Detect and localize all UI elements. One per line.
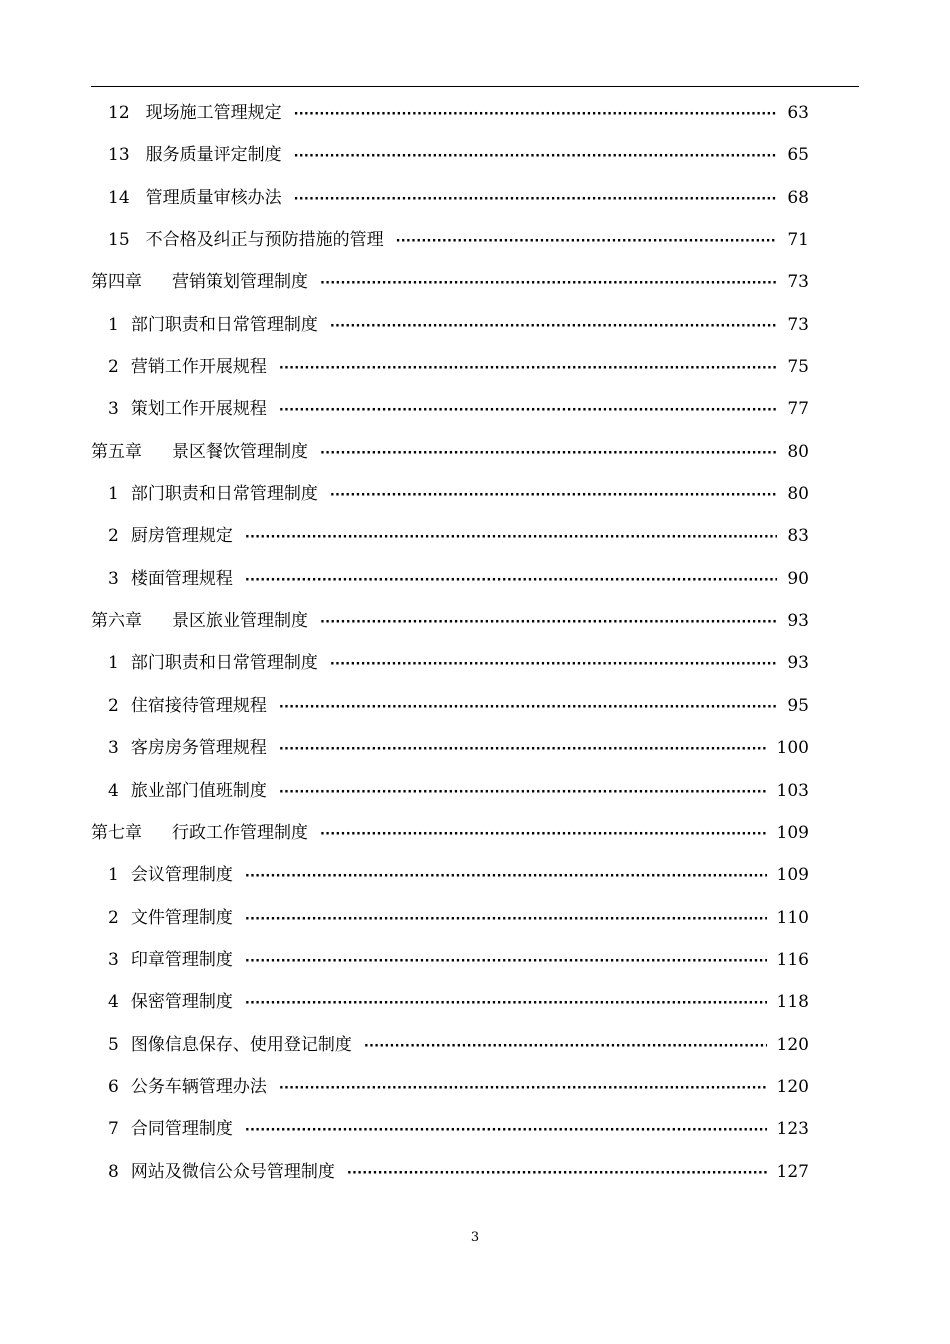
toc-dot-leader: [245, 981, 767, 1023]
toc-page-number: 80: [787, 441, 809, 462]
toc-section-row[interactable]: [0, 981, 950, 1023]
toc-entry-label: [108, 1108, 233, 1150]
toc-entry-label: [91, 261, 308, 303]
toc-page-number: 109: [776, 865, 809, 886]
toc-entry-label: [108, 473, 318, 515]
toc-entry-title: 网站及微信公众号管理制度: [130, 1161, 335, 1182]
toc-dot-leader: [279, 1066, 767, 1108]
toc-entry-label: [108, 558, 233, 600]
toc-chapter-number: 第五章: [91, 441, 142, 462]
toc-dot-leader: [330, 473, 778, 515]
toc-section-row[interactable]: [0, 515, 950, 557]
toc-chapter-row[interactable]: [0, 261, 950, 303]
toc-dot-leader: [279, 727, 767, 769]
toc-entry-label: [108, 304, 318, 346]
toc-section-row[interactable]: [0, 1108, 950, 1150]
toc-section-row[interactable]: [0, 939, 950, 981]
toc-dot-leader: [396, 219, 778, 261]
toc-section-row[interactable]: [0, 727, 950, 769]
toc-entry-label: [108, 727, 267, 769]
toc-dot-leader: [320, 600, 777, 642]
toc-dot-leader: [279, 346, 778, 388]
toc-section-row[interactable]: [0, 854, 950, 896]
toc-section-row[interactable]: [0, 558, 950, 600]
toc-dot-leader: [245, 939, 767, 981]
toc-page-number: 93: [787, 653, 809, 674]
toc-section-number: 2: [108, 357, 119, 378]
toc-section-row[interactable]: [0, 642, 950, 684]
toc-dot-leader: [320, 812, 767, 854]
toc-dot-leader: [279, 685, 778, 727]
toc-section-number: 4: [108, 992, 119, 1013]
toc-page-number: 77: [787, 399, 809, 420]
toc-page-number: 68: [787, 187, 809, 208]
toc-dot-leader: [294, 177, 778, 219]
toc-entry-label: [91, 812, 308, 854]
toc-entry-label: [108, 1024, 352, 1066]
toc-section-number: 15: [108, 230, 130, 251]
toc-entry-title: 部门职责和日常管理制度: [130, 653, 318, 674]
toc-entry-title: 保密管理制度: [130, 992, 233, 1013]
toc-section-row[interactable]: [0, 134, 950, 176]
toc-dot-leader: [364, 1024, 767, 1066]
toc-dot-leader: [245, 854, 767, 896]
toc-entry-label: [108, 1151, 335, 1193]
toc-entry-title: 旅业部门值班制度: [130, 780, 267, 801]
toc-dot-leader: [245, 558, 778, 600]
toc-section-number: 7: [108, 1119, 119, 1140]
toc-dot-leader: [330, 642, 778, 684]
toc-entry-title: 合同管理制度: [130, 1119, 233, 1140]
toc-entry-title: 行政工作管理制度: [172, 822, 308, 843]
toc-entry-label: [108, 177, 282, 219]
toc-entry-label: [108, 515, 233, 557]
toc-section-row[interactable]: [0, 346, 950, 388]
toc-page-number: 109: [776, 822, 809, 843]
toc-entry-label: [108, 685, 267, 727]
toc-entry-title: 图像信息保存、使用登记制度: [130, 1034, 352, 1055]
toc-section-row[interactable]: [0, 473, 950, 515]
toc-section-number: 8: [108, 1161, 119, 1182]
toc-entry-title: 会议管理制度: [130, 865, 233, 886]
toc-section-number: 14: [108, 187, 130, 208]
toc-entry-title: 营销工作开展规程: [130, 357, 267, 378]
toc-section-number: 5: [108, 1034, 119, 1055]
toc-entry-title: 部门职责和日常管理制度: [130, 314, 318, 335]
toc-section-number: 6: [108, 1076, 119, 1097]
toc-dot-leader: [245, 515, 778, 557]
toc-dot-leader: [347, 1151, 767, 1193]
toc-page-number: 103: [776, 780, 809, 801]
toc-entry-label: [91, 600, 308, 642]
toc-dot-leader: [320, 431, 777, 473]
toc-entry-label: [108, 939, 233, 981]
toc-page-number: 120: [776, 1076, 809, 1097]
toc-dot-leader: [320, 261, 777, 303]
toc-section-row[interactable]: [0, 219, 950, 261]
toc-chapter-row[interactable]: [0, 431, 950, 473]
toc-section-row[interactable]: [0, 1024, 950, 1066]
toc-page-number: 73: [787, 314, 809, 335]
toc-entry-title: 景区旅业管理制度: [172, 611, 308, 632]
toc-section-row[interactable]: [0, 388, 950, 430]
toc-section-number: 3: [108, 399, 119, 420]
toc-page-number: 90: [787, 568, 809, 589]
toc-section-number: 13: [108, 145, 130, 166]
toc-section-number: 4: [108, 780, 119, 801]
toc-section-row[interactable]: [0, 685, 950, 727]
toc-entry-label: [108, 219, 384, 261]
toc-entry-title: 景区餐饮管理制度: [172, 441, 308, 462]
toc-section-number: 3: [108, 738, 119, 759]
toc-entry-label: [108, 897, 233, 939]
toc-section-row[interactable]: [0, 92, 950, 134]
page-number: 3: [470, 1230, 480, 1245]
toc-page-number: 93: [787, 611, 809, 632]
toc-chapter-row[interactable]: [0, 812, 950, 854]
toc-page-number: 83: [787, 526, 809, 547]
toc-entry-title: 服务质量评定制度: [145, 145, 282, 166]
toc-section-row[interactable]: [0, 304, 950, 346]
toc-dot-leader: [294, 134, 778, 176]
toc-page-number: 75: [787, 357, 809, 378]
toc-page-number: 127: [776, 1161, 809, 1182]
toc-page-number: 63: [787, 103, 809, 123]
toc-entry-title: 公务车辆管理办法: [130, 1076, 267, 1097]
toc-entry-title: 部门职责和日常管理制度: [130, 484, 318, 505]
toc-entry-title: 不合格及纠正与预防措施的管理: [145, 230, 384, 251]
toc-section-number: 2: [108, 695, 119, 716]
toc-entry-label: [108, 1066, 267, 1108]
toc-entry-label: [108, 642, 318, 684]
toc-chapter-number: 第七章: [91, 822, 142, 843]
toc-entry-label: [108, 854, 233, 896]
toc-page-number: 95: [787, 695, 809, 716]
toc-chapter-number: 第四章: [91, 272, 142, 293]
toc-entry-title: 住宿接待管理规程: [130, 695, 267, 716]
toc-entry-title: 客房房务管理规程: [130, 738, 267, 759]
toc-section-row[interactable]: [0, 1066, 950, 1108]
toc-section-number: 1: [108, 314, 119, 335]
toc-entry-title: 厨房管理规定: [130, 526, 233, 547]
toc-page-number: 71: [787, 230, 809, 251]
toc-dot-leader: [279, 388, 778, 430]
toc-dot-leader: [294, 92, 778, 134]
toc-chapter-row[interactable]: [0, 600, 950, 642]
toc-entry-label: [91, 431, 308, 473]
toc-section-number: 2: [108, 526, 119, 547]
toc-entry-label: [108, 346, 267, 388]
toc-entry-title: 管理质量审核办法: [145, 187, 282, 208]
toc-entry-label: [108, 981, 233, 1023]
toc-page-number: 80: [787, 484, 809, 505]
toc-section-row[interactable]: [0, 177, 950, 219]
toc-section-number: 12: [108, 103, 130, 123]
toc-dot-leader: [330, 304, 778, 346]
toc-page-number: 73: [787, 272, 809, 293]
toc-entry-label: [108, 388, 267, 430]
toc-entry-title: 现场施工管理规定: [145, 103, 282, 123]
toc-entry-title: 文件管理制度: [130, 907, 233, 928]
table-of-contents: [0, 92, 950, 1193]
toc-entry-label: [108, 92, 282, 134]
toc-section-row[interactable]: [0, 1151, 950, 1193]
toc-entry-title: 印章管理制度: [130, 949, 233, 970]
toc-section-number: 1: [108, 484, 119, 505]
toc-page-number: 116: [776, 949, 809, 970]
toc-page-number: 110: [776, 907, 809, 928]
toc-section-number: 2: [108, 907, 119, 928]
toc-page-number: 123: [776, 1119, 809, 1140]
toc-section-number: 3: [108, 568, 119, 589]
toc-chapter-number: 第六章: [91, 611, 142, 632]
toc-page-number: 100: [776, 738, 809, 759]
toc-page-number: 118: [776, 992, 809, 1013]
toc-entry-title: 营销策划管理制度: [172, 272, 308, 293]
toc-entry-label: [108, 134, 282, 176]
toc-dot-leader: [245, 1108, 767, 1150]
toc-section-number: 3: [108, 949, 119, 970]
toc-entry-title: 楼面管理规程: [130, 568, 233, 589]
toc-entry-label: [108, 770, 267, 812]
toc-dot-leader: [279, 770, 767, 812]
toc-entry-title: 策划工作开展规程: [130, 399, 267, 420]
toc-page-number: 65: [787, 145, 809, 166]
toc-section-number: 1: [108, 865, 119, 886]
toc-section-number: 1: [108, 653, 119, 674]
header-rule: [91, 86, 859, 87]
toc-page-number: 120: [776, 1034, 809, 1055]
toc-section-row[interactable]: [0, 897, 950, 939]
toc-section-row[interactable]: [0, 770, 950, 812]
toc-dot-leader: [245, 897, 767, 939]
